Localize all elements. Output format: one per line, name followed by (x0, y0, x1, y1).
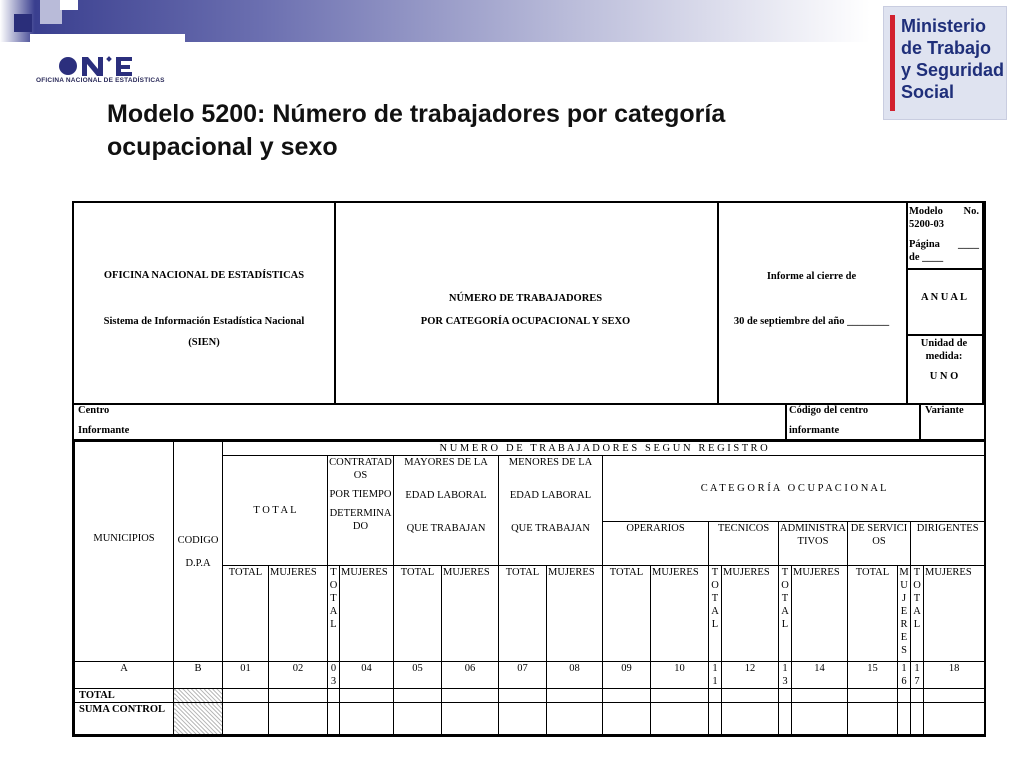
data-cell[interactable] (328, 689, 340, 703)
report-block (717, 203, 908, 405)
registro-header: N U M E R O D E T R A B A J A D O R E S S E G U N R E G I S T R O (223, 442, 985, 456)
data-cell[interactable] (651, 689, 709, 703)
col-number: 16 (898, 662, 911, 689)
ministry-line: de Trabajo (901, 38, 992, 58)
data-cell[interactable] (709, 689, 722, 703)
system-name: Sistema de Información Estadística Nacional (103, 316, 305, 327)
col-number: 11 (709, 662, 722, 689)
variante-label: Variante (925, 405, 964, 416)
data-cell[interactable] (603, 689, 651, 703)
data-cell[interactable] (911, 703, 924, 735)
col-number: 09 (603, 662, 651, 689)
servicios-header: DE SERVICIOS (848, 522, 911, 566)
total-subheader: TOTAL (709, 566, 722, 662)
data-cell[interactable] (223, 703, 269, 735)
unidad-block (906, 334, 984, 405)
total-subheader: TOTAL (911, 566, 924, 662)
data-cell[interactable] (924, 689, 985, 703)
centro-informante-field[interactable] (74, 403, 787, 441)
col-letter: B (174, 662, 223, 689)
col-number: 17 (911, 662, 924, 689)
dirigentes-header: DIRIGENTES (911, 522, 985, 566)
mujeres-subheader: MUJERES (792, 566, 848, 662)
col-number: 02 (269, 662, 328, 689)
one-logo (58, 54, 168, 78)
mayores-label: MAYORES DE LA (404, 457, 488, 468)
total-subheader: TOTAL (848, 566, 898, 662)
one-caption: OFICINA NACIONAL DE ESTADÍSTICAS (36, 77, 165, 84)
data-cell[interactable] (442, 689, 499, 703)
decor-square (14, 14, 32, 32)
form-title-line1: NÚMERO DE TRABAJADORES (448, 293, 603, 304)
mujeres-subheader: MUJERES (924, 566, 985, 662)
office-block (74, 203, 336, 405)
codigo-informante-label: informante (789, 425, 840, 436)
data-cell[interactable] (722, 703, 779, 735)
sien-label: (SIEN) (188, 337, 220, 348)
data-cell[interactable] (499, 689, 547, 703)
ministry-line: Ministerio (901, 16, 987, 36)
edad-laboral-label: EDAD LABORAL (509, 490, 592, 501)
modelo-no: No. (963, 206, 979, 217)
data-grid (74, 441, 985, 735)
data-cell[interactable] (792, 703, 848, 735)
total-row (75, 689, 985, 703)
page-title: Modelo 5200: Número de trabajadores por categoría ocupacional y sexo (107, 100, 726, 161)
col-letter: A (75, 662, 174, 689)
mujeres-subheader: MUJERES (898, 566, 911, 662)
municipios-header (75, 442, 174, 662)
col-number: 01 (223, 662, 269, 689)
data-cell[interactable] (898, 689, 911, 703)
total-subheader: TOTAL (328, 566, 340, 662)
data-cell[interactable] (442, 703, 499, 735)
office-name: OFICINA NACIONAL DE ESTADÍSTICAS (103, 270, 305, 281)
col-number: 12 (722, 662, 779, 689)
ministry-line: Social (901, 82, 955, 102)
report-line1: Informe al cierre de (766, 271, 857, 282)
modelo-block (906, 203, 984, 270)
mujeres-subheader: MUJERES (340, 566, 394, 662)
data-cell[interactable] (269, 703, 328, 735)
tecnicos-header: TECNICOS (709, 522, 779, 566)
total-row-label: TOTAL (75, 689, 174, 703)
operarios-header: OPERARIOS (603, 522, 709, 566)
codigo-centro-field[interactable] (785, 403, 921, 441)
modelo-label: Modelo (909, 206, 943, 217)
mujeres-subheader: MUJERES (722, 566, 779, 662)
col-number: 07 (499, 662, 547, 689)
col-number: 18 (924, 662, 985, 689)
col-number: 04 (340, 662, 394, 689)
variante-field[interactable] (919, 403, 984, 441)
menores-label: MENORES DE LA (508, 457, 593, 468)
pagina-blank[interactable]: ____ (958, 239, 979, 250)
municipios-label: MUNICIPIOS (93, 533, 155, 544)
ministry-line: y Seguridad (901, 60, 1005, 80)
menores-header (499, 456, 603, 566)
edad-laboral-label: EDAD LABORAL (405, 490, 487, 501)
determinado-label: DETERMINADO (329, 508, 392, 532)
col-number: 10 (651, 662, 709, 689)
data-cell[interactable] (547, 703, 603, 735)
hatched-cell (174, 689, 223, 703)
modelo-code: 5200-03 (909, 219, 944, 230)
total-subheader: TOTAL (223, 566, 269, 662)
data-cell[interactable] (779, 703, 792, 735)
data-cell[interactable] (547, 689, 603, 703)
ministry-logo (883, 6, 1007, 120)
col-number: 08 (547, 662, 603, 689)
anual-label: A N U A L (920, 292, 968, 303)
mujeres-subheader: MUJERES (269, 566, 328, 662)
decor-square (40, 0, 62, 24)
decor-square (60, 0, 78, 10)
data-cell[interactable] (340, 703, 394, 735)
data-cell[interactable] (269, 689, 328, 703)
que-trabajan-label: QUE TRABAJAN (511, 523, 590, 534)
data-cell[interactable] (651, 703, 709, 735)
col-number: 05 (394, 662, 442, 689)
centro-label: Centro (78, 405, 110, 416)
por-tiempo-label: POR TIEMPO (329, 489, 392, 500)
codigo-header (174, 442, 223, 662)
data-cell[interactable] (792, 689, 848, 703)
contratados-label: CONTRATADOS (329, 457, 392, 481)
data-cell[interactable] (394, 703, 442, 735)
total-subheader: TOTAL (394, 566, 442, 662)
data-cell[interactable] (779, 689, 792, 703)
col-number: 03 (328, 662, 340, 689)
contratados-header (328, 456, 394, 566)
suma-control-row (75, 703, 985, 735)
data-cell[interactable] (328, 703, 340, 735)
form-title-line2: POR CATEGORÍA OCUPACIONAL Y SEXO (420, 316, 631, 327)
col-number: 14 (792, 662, 848, 689)
col-number: 15 (848, 662, 898, 689)
mujeres-subheader: MUJERES (442, 566, 499, 662)
uno-label: U N O (929, 371, 959, 382)
data-cell[interactable] (394, 689, 442, 703)
dpa-label: D.P.A (185, 557, 211, 569)
data-cell[interactable] (898, 703, 911, 735)
codigo-label: CODIGO (177, 534, 219, 546)
data-cell[interactable] (603, 703, 651, 735)
pagina-total[interactable]: de ____ (909, 252, 944, 263)
col-number: 13 (779, 662, 792, 689)
anual-block (906, 268, 984, 336)
col-number: 06 (442, 662, 499, 689)
administrativos-header: ADMINISTRATIVOS (779, 522, 848, 566)
data-cell[interactable] (848, 703, 898, 735)
total-header: T O T A L (223, 456, 328, 566)
hatched-cell (174, 703, 223, 735)
data-cell[interactable] (924, 703, 985, 735)
pagina-label: Página (909, 239, 940, 250)
data-cell[interactable] (709, 703, 722, 735)
mujeres-subheader: MUJERES (547, 566, 603, 662)
categoria-header: C A T E G O R Í A O C U P A C I O N A L (603, 456, 985, 522)
ministry-red-bar (890, 15, 895, 111)
codigo-centro-label: Código del centro (789, 405, 869, 416)
mayores-header (394, 456, 499, 566)
total-subheader: TOTAL (499, 566, 547, 662)
total-subheader: TOTAL (779, 566, 792, 662)
data-cell[interactable] (340, 689, 394, 703)
form-title-block (334, 203, 719, 405)
report-line2[interactable]: 30 de septiembre del año ________ (733, 316, 890, 327)
informante-label: Informante (78, 425, 130, 436)
form-5200 (72, 201, 986, 737)
unidad-label: Unidad de medida: (920, 338, 968, 362)
data-cell[interactable] (911, 689, 924, 703)
total-subheader: TOTAL (603, 566, 651, 662)
que-trabajan-label: QUE TRABAJAN (406, 523, 486, 534)
mujeres-subheader: MUJERES (651, 566, 709, 662)
data-cell[interactable] (499, 703, 547, 735)
data-cell[interactable] (848, 689, 898, 703)
data-cell[interactable] (223, 689, 269, 703)
suma-control-label: SUMA CONTROL (75, 703, 174, 735)
data-cell[interactable] (722, 689, 779, 703)
